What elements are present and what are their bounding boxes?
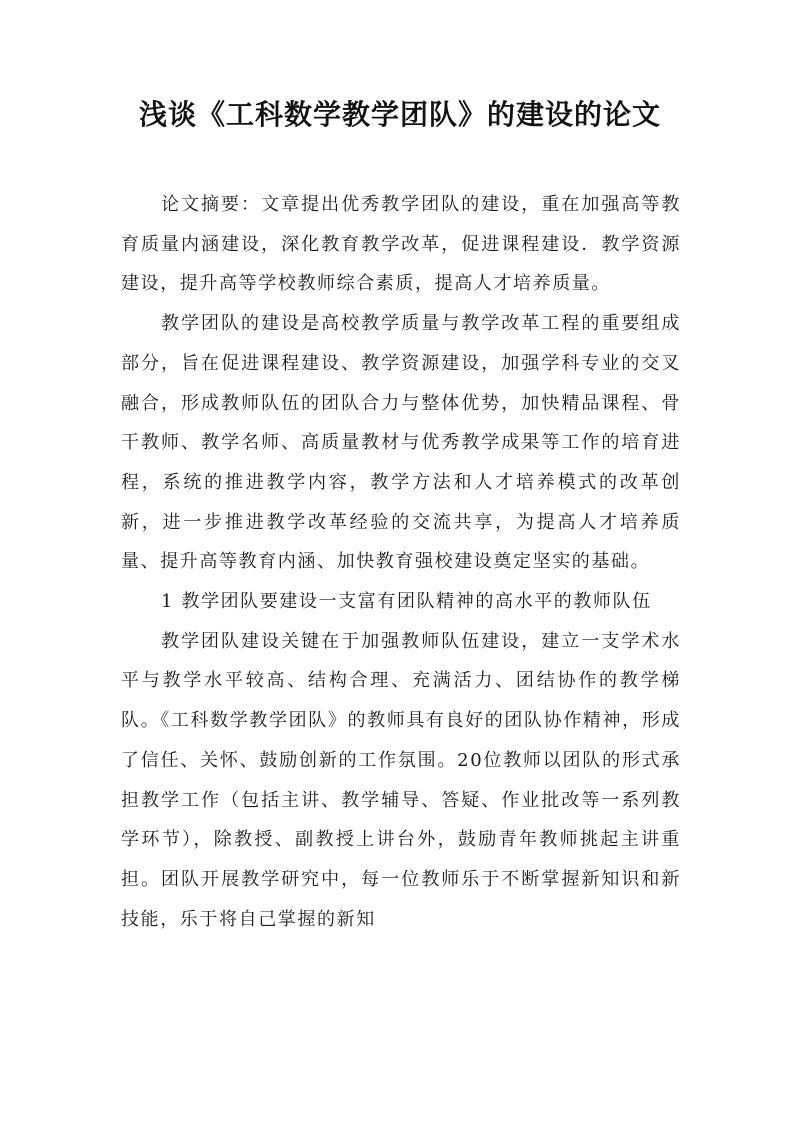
abstract-paragraph: 论文摘要：文章提出优秀教学团队的建设，重在加强高等教育质量内涵建设，深化教育教学改革，促进课程建设．教学资源建设，提升高等学校教师综合素质，提高人才培养质量。 <box>121 194 681 295</box>
document-title: 浅谈《工科数学教学团队》的建设的论文 <box>138 98 661 131</box>
body-paragraph: 教学团队建设关键在于加强教师队伍建设，建立一支学术水平与教学水平较高、结构合理、充满活力、团结协作的教学梯队。《工科数学教学团队》的教师具有良好的团队协作精神，形成了信任、关怀、鼓励创新的工作氛围。20位教师以团队的形式承担教学工作（包括主讲、教学辅导、答疑、作业批改等一系列教学环节），除教授、副教授上讲台外，鼓励青年教师挑起主讲重担。团队开展教学研究中，每一位教师乐于不断掌握新知识和新技能，乐于将自己掌握的新知 <box>121 630 681 930</box>
document-body <box>121 185 681 939</box>
body-paragraph: 教学团队的建设是高校教学质量与教学改革工程的重要组成部分，旨在促进课程建设、教学资源建设，加强学科专业的交叉融合，形成教师队伍的团队合力与整体优势，加快精品课程、骨干教师、教学名师、高质量教材与优秀教学成果等工作的培育进程，系统的推进教学内容，教学方法和人才培养模式的改革创新，进一步推进教学改革经验的交流共享，为提高人才培养质量、提升高等教育内涵、加快教育强校建设奠定坚实的基础。 <box>121 313 681 573</box>
section-heading: 1 教学团队要建设一支富有团队精神的高水平的教师队伍 <box>161 591 652 613</box>
